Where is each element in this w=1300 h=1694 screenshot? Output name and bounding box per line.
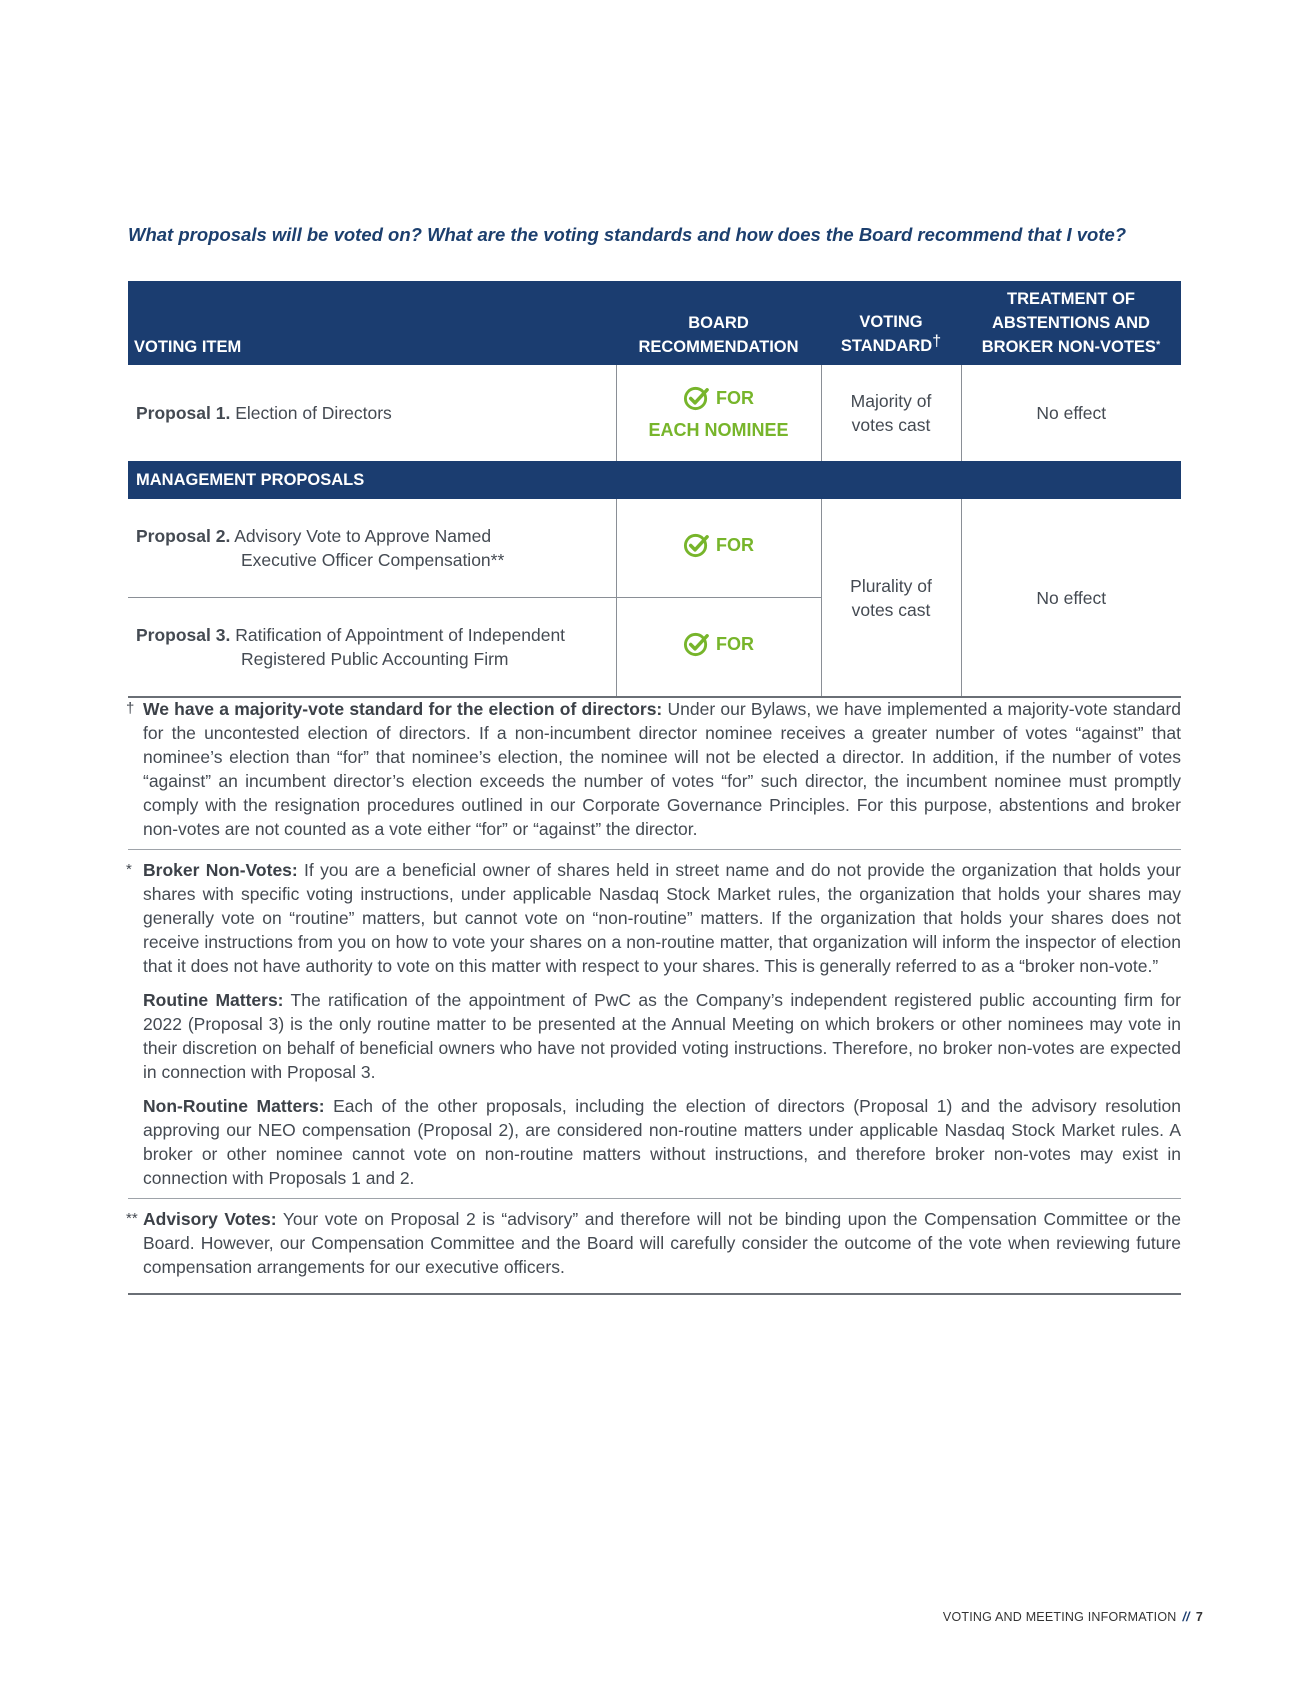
- proposal-2-recommendation: FOR: [616, 499, 821, 598]
- footnote-advisory-votes: ** Advisory Votes: Your vote on Proposal 2 is “advisory” and therefore will not be binding upon the Compensation Committee or the Board. However, our Compensation Committee and the Board will carefully consider the outcome of the vote when reviewing future compensation arrangements for our executive officers.: [126, 1209, 1182, 1277]
- asterisk-mark: *: [1155, 339, 1161, 351]
- table-section-row: [128, 461, 1181, 499]
- proposal-1-recommendation: FOR EACH NOMINEE: [616, 365, 821, 461]
- check-circle-icon: [683, 532, 710, 559]
- proposal-1-treatment: No effect: [961, 365, 1181, 461]
- dagger-mark: †: [932, 333, 942, 350]
- voting-table: [128, 281, 1181, 698]
- table-row-proposal-1: [128, 365, 1181, 461]
- divider: [128, 1198, 1181, 1199]
- footnote-broker-non-votes: * Broker Non-Votes: If you are a beneficial owner of shares held in street name and do not provide the organization that holds your shares with specific voting instructions, under applicable Nasdaq Stock Market rules, the organization that holds your shares may generally vote on “routine” matters, but cannot vote on “non-routine” matters. If the organization that holds your shares does not receive instructions from you on how to vote your shares on a non-routine matter, that organization will inform the inspector of election that it does not have authority to vote on this matter with respect to your shares. This is generally referred to as a “broker non-vote.” Routine Matters: The ratification of the appointment of PwC as the Company’s independent registered public accounting firm for 2022 (Proposal 3) is the only routine matter to be presented at the Annual Meeting on which brokers or other nominees may vote in their discretion on behalf of beneficial owners who have not provided voting instructions. Therefore, no broker non-votes are expected in connection with Proposal 3. Non-Routine Matters: Each of the other proposals, including the election of directors (Proposal 1) and the advisory resolution approving our NEO compensation (Proposal 2), are considered non-routine matters under applicable Nasdaq Stock Market rules. A broker or other nominee cannot vote on non-routine matters without instructions, and therefore broker non-votes may exist in connection with Proposals 1 and 2.: [126, 860, 1181, 1188]
- header-voting-item: VOTING ITEM: [128, 281, 616, 365]
- proposal-3-recommendation: FOR: [616, 598, 821, 698]
- table-row-proposal-2: [128, 499, 1181, 598]
- proposal-1-standard: Majority of votes cast: [821, 365, 961, 461]
- footer-section-label: VOTING AND MEETING INFORMATION: [942, 1610, 1177, 1624]
- divider: [128, 849, 1181, 850]
- footnotes: [128, 697, 1181, 1295]
- proposal-3-item: Proposal 3. Ratification of Appointment of Independent Registered Public Accounting Firm: [128, 598, 616, 698]
- check-circle-icon: [683, 385, 710, 412]
- end-rule: [128, 1293, 1181, 1295]
- footnote-mark: †: [126, 700, 135, 717]
- footer-separator: //: [1182, 1610, 1190, 1624]
- footnote-dagger: † We have a majority-vote standard for the election of directors: Under our Bylaws, we have implemented a majority-vote standard for the uncontested election of directors. If a non-incumbent director nominee receives a greater number of votes “against” that nominee’s election than “for” that nominee’s election, the nominee will not be elected a director. In addition, if the number of votes “against” an incumbent director’s election exceeds the number of votes “for” such director, the incumbent nominee must promptly comply with the resignation procedures outlined in our Corporate Governance Principles. For this purpose, abstentions and broker non-votes are not counted as a vote either “for” or “against” the director.: [126, 699, 1182, 839]
- table-header-row: [128, 281, 1181, 365]
- page-number: 7: [1195, 1610, 1203, 1624]
- section-management-proposals: MANAGEMENT PROPOSALS: [128, 461, 1181, 499]
- routine-matters: Routine Matters: The ratification of the appointment of PwC as the Company’s independent registered public accounting firm for 2022 (Proposal 3) is the only routine matter to be presented at the Annual Meeting on which brokers or other nominees may vote in their discretion on behalf of beneficial owners who have not provided voting instructions. Therefore, no broker non-votes are expected in connection with Proposal 3.: [143, 990, 1181, 1082]
- header-board-recommendation: BOARD RECOMMENDATION: [616, 281, 821, 365]
- proposal-2-item: Proposal 2. Advisory Vote to Approve Named Executive Officer Compensation**: [136, 526, 505, 570]
- header-voting-standard: VOTING STANDARD†: [821, 281, 961, 365]
- header-treatment: TREATMENT OF ABSTENTIONS AND BROKER NON-VOTES*: [961, 281, 1181, 365]
- footnote-mark: *: [126, 861, 132, 878]
- shared-standard: Plurality of votes cast: [821, 499, 961, 697]
- check-circle-icon: [683, 631, 710, 658]
- section-question: What proposals will be voted on? What are the voting standards and how does the Board recommend that I vote?: [128, 224, 1127, 245]
- footnote-mark: **: [126, 1210, 138, 1227]
- proposal-1-item: Proposal 1. Election of Directors: [136, 403, 392, 423]
- non-routine-matters: Non-Routine Matters: Each of the other proposals, including the election of directors (Proposal 1) and the advisory resolution approving our NEO compensation (Proposal 2), are considered non-routine matters under applicable Nasdaq Stock Market rules. A broker or other nominee cannot vote on non-routine matters without instructions, and therefore broker non-votes may exist in connection with Proposals 1 and 2.: [143, 1096, 1181, 1188]
- shared-treatment: No effect: [961, 499, 1181, 697]
- page-footer: [943, 1610, 1203, 1624]
